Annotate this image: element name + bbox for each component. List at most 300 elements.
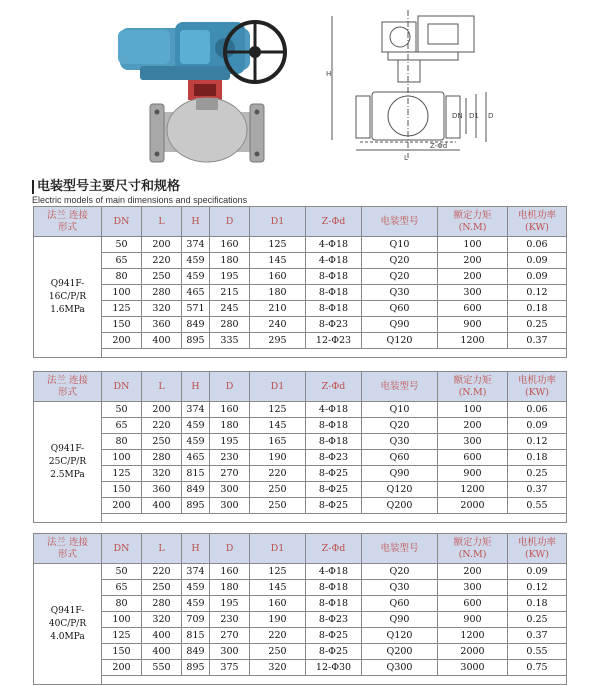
- table-cell: 8-Φ18: [306, 580, 362, 596]
- header-l-line: L: [158, 542, 165, 554]
- table-cell: 4-Φ18: [306, 237, 362, 253]
- table-row: [34, 660, 567, 676]
- table-cell: 600: [438, 596, 508, 612]
- table-cell: 125: [102, 466, 142, 482]
- dim-label-d1: D1: [469, 112, 479, 120]
- table-cell: 280: [210, 317, 250, 333]
- header-d-line: D: [225, 215, 234, 227]
- table-cell: 250: [142, 580, 182, 596]
- table-spacer-cell: [102, 514, 567, 523]
- spec-table-1: [33, 206, 567, 358]
- table-cell: Q30: [362, 580, 438, 596]
- table-row: [34, 498, 567, 514]
- table-cell: 200: [438, 418, 508, 434]
- table-cell: 0.18: [508, 596, 567, 612]
- table-cell: 160: [210, 237, 250, 253]
- table-spacer-row: [34, 514, 567, 523]
- header-rated-torque: [438, 372, 508, 402]
- table-cell: 550: [142, 660, 182, 676]
- table-cell: 360: [142, 482, 182, 498]
- table-cell: 280: [142, 596, 182, 612]
- table-cell: Q200: [362, 498, 438, 514]
- header-d: [210, 534, 250, 564]
- table-row: [34, 482, 567, 498]
- table-cell: Q20: [362, 253, 438, 269]
- header-bolts-line: Z-Φd: [321, 380, 346, 392]
- header-dn-line: DN: [113, 215, 130, 227]
- table-cell: 270: [210, 628, 250, 644]
- table-cell: 200: [142, 402, 182, 418]
- table-cell: 12-Φ30: [306, 660, 362, 676]
- table-cell: 465: [182, 450, 210, 466]
- table-row: [34, 466, 567, 482]
- header-h-line: H: [191, 215, 200, 227]
- valve-figures: [0, 0, 600, 178]
- table-cell: 125: [250, 564, 306, 580]
- table-cell: 150: [102, 317, 142, 333]
- model-group-line: Q941F-: [50, 605, 85, 616]
- table-cell: Q120: [362, 628, 438, 644]
- table-cell: Q20: [362, 418, 438, 434]
- table-row: [34, 301, 567, 317]
- table-cell: 160: [210, 564, 250, 580]
- table-cell: 100: [438, 402, 508, 418]
- table-row: [34, 402, 567, 418]
- table-cell: 280: [142, 450, 182, 466]
- table-row: [34, 612, 567, 628]
- table-cell: 50: [102, 564, 142, 580]
- header-bolts: [306, 534, 362, 564]
- table-cell: 8-Φ23: [306, 317, 362, 333]
- table-row: [34, 628, 567, 644]
- table-spacer-row: [34, 349, 567, 358]
- table-cell: Q200: [362, 644, 438, 660]
- table-cell: 195: [210, 434, 250, 450]
- table-cell: Q90: [362, 612, 438, 628]
- table-cell: 180: [210, 418, 250, 434]
- table-header-row: [34, 207, 567, 237]
- table-header-row: [34, 534, 567, 564]
- table-cell: 245: [210, 301, 250, 317]
- table-cell: Q10: [362, 237, 438, 253]
- header-bolts-line: Z-Φd: [321, 215, 346, 227]
- header-h: [182, 534, 210, 564]
- table-cell: 220: [250, 466, 306, 482]
- dim-label-l: L: [404, 154, 408, 162]
- table-cell: 0.09: [508, 564, 567, 580]
- header-actuator-model: [362, 372, 438, 402]
- header-rated-torque-line: 额定力矩: [453, 209, 492, 221]
- table-cell: 295: [250, 333, 306, 349]
- table-cell: 165: [250, 434, 306, 450]
- table-cell: 0.09: [508, 269, 567, 285]
- table-cell: 230: [210, 612, 250, 628]
- header-flange-type-label: 法兰 连接形式: [46, 536, 89, 560]
- table-cell: 8-Φ18: [306, 269, 362, 285]
- table-row: [34, 333, 567, 349]
- header-rated-torque-line: (N.M): [458, 386, 487, 398]
- header-h-line: H: [191, 380, 200, 392]
- header-dn: [102, 372, 142, 402]
- table-cell: 400: [142, 498, 182, 514]
- table-cell: Q120: [362, 482, 438, 498]
- model-group-line: 40C/P/R: [48, 618, 87, 629]
- table-row: [34, 564, 567, 580]
- table-row: [34, 269, 567, 285]
- table-cell: 0.12: [508, 285, 567, 301]
- table-cell: 190: [250, 450, 306, 466]
- table-cell: 320: [250, 660, 306, 676]
- header-rated-torque-line: (N.M): [458, 548, 487, 560]
- table-cell: 1200: [438, 482, 508, 498]
- table-row: [34, 418, 567, 434]
- table-cell: 895: [182, 660, 210, 676]
- header-dn: [102, 534, 142, 564]
- table-cell: 125: [250, 237, 306, 253]
- table-cell: 300: [210, 482, 250, 498]
- product-illustration: [0, 0, 600, 178]
- table-cell: 320: [142, 466, 182, 482]
- table-cell: Q90: [362, 317, 438, 333]
- header-dn-line: DN: [113, 542, 130, 554]
- header-d: [210, 207, 250, 237]
- header-d1: [250, 207, 306, 237]
- table-cell: 50: [102, 237, 142, 253]
- table-cell: 220: [142, 418, 182, 434]
- table-cell: 1200: [438, 333, 508, 349]
- table-cell: 8-Φ23: [306, 612, 362, 628]
- table-row: [34, 596, 567, 612]
- table-cell: 600: [438, 450, 508, 466]
- table-cell: 0.25: [508, 317, 567, 333]
- table-cell: 220: [142, 564, 182, 580]
- header-motor-power-line: 电机功率: [517, 536, 556, 548]
- table-cell: 145: [250, 253, 306, 269]
- table-cell: 100: [102, 612, 142, 628]
- table-cell: 280: [142, 285, 182, 301]
- header-motor-power-line: (KW): [525, 221, 549, 233]
- table-cell: 1200: [438, 628, 508, 644]
- spec-table-2: [33, 371, 567, 523]
- table-cell: 65: [102, 580, 142, 596]
- table-cell: 0.12: [508, 434, 567, 450]
- header-rated-torque-line: (N.M): [458, 221, 487, 233]
- table-cell: 0.37: [508, 482, 567, 498]
- table-cell: 571: [182, 301, 210, 317]
- header-motor-power-line: (KW): [525, 386, 549, 398]
- table-cell: 50: [102, 402, 142, 418]
- table-cell: 465: [182, 285, 210, 301]
- table-cell: 0.55: [508, 498, 567, 514]
- table-cell: Q120: [362, 333, 438, 349]
- table-cell: 125: [102, 301, 142, 317]
- header-d1-line: D1: [270, 542, 285, 554]
- table-cell: 195: [210, 596, 250, 612]
- table-cell: 375: [210, 660, 250, 676]
- table-cell: 2000: [438, 498, 508, 514]
- table-cell: 180: [210, 253, 250, 269]
- table-row: [34, 450, 567, 466]
- table-cell: 335: [210, 333, 250, 349]
- table-cell: 400: [142, 628, 182, 644]
- table-cell: 80: [102, 269, 142, 285]
- table-cell: 250: [250, 482, 306, 498]
- table-cell: 200: [102, 660, 142, 676]
- table-cell: 230: [210, 450, 250, 466]
- section-title: 电装型号主要尺寸和规格: [32, 180, 180, 194]
- dim-label-h: H: [326, 70, 332, 78]
- table-cell: 8-Φ25: [306, 498, 362, 514]
- table-cell: 0.75: [508, 660, 567, 676]
- table-cell: 0.06: [508, 237, 567, 253]
- table-cell: 459: [182, 434, 210, 450]
- header-rated-torque: [438, 534, 508, 564]
- header-motor-power: [508, 207, 567, 237]
- table-cell: 200: [102, 333, 142, 349]
- model-group-line: 1.6MPa: [50, 304, 85, 315]
- table-cell: 8-Φ25: [306, 482, 362, 498]
- table-row: [34, 644, 567, 660]
- header-l-line: L: [158, 215, 165, 227]
- header-flange-type: [34, 534, 102, 564]
- table-cell: 709: [182, 612, 210, 628]
- header-dn: [102, 207, 142, 237]
- table-cell: 195: [210, 269, 250, 285]
- table-cell: 8-Φ18: [306, 418, 362, 434]
- table-cell: 300: [438, 434, 508, 450]
- table-cell: 80: [102, 434, 142, 450]
- model-group-cell: [34, 402, 102, 523]
- spec-table-3: [33, 533, 567, 685]
- table-cell: 240: [250, 317, 306, 333]
- table-cell: 270: [210, 466, 250, 482]
- table-cell: 849: [182, 482, 210, 498]
- table-header-row: [34, 372, 567, 402]
- table-cell: 3000: [438, 660, 508, 676]
- table-cell: 900: [438, 317, 508, 333]
- table-cell: Q30: [362, 434, 438, 450]
- table-row: [34, 237, 567, 253]
- header-motor-power: [508, 534, 567, 564]
- table-cell: 200: [438, 253, 508, 269]
- table-row: [34, 285, 567, 301]
- header-bolts: [306, 207, 362, 237]
- header-bolts: [306, 372, 362, 402]
- table-cell: 220: [142, 253, 182, 269]
- table-cell: 374: [182, 237, 210, 253]
- table-cell: 0.55: [508, 644, 567, 660]
- header-flange-type: [34, 207, 102, 237]
- table-cell: 250: [142, 269, 182, 285]
- header-bolts-line: Z-Φd: [321, 542, 346, 554]
- table-cell: 200: [438, 269, 508, 285]
- header-motor-power-line: 电机功率: [517, 374, 556, 386]
- table-cell: 0.25: [508, 466, 567, 482]
- table-cell: 459: [182, 580, 210, 596]
- table-cell: 8-Φ25: [306, 466, 362, 482]
- table-cell: 150: [102, 482, 142, 498]
- header-dn-line: DN: [113, 380, 130, 392]
- table-cell: 8-Φ25: [306, 644, 362, 660]
- table-cell: 815: [182, 466, 210, 482]
- model-group-line: Q941F-: [50, 443, 85, 454]
- table-cell: 320: [142, 301, 182, 317]
- table-cell: 0.18: [508, 450, 567, 466]
- dimension-drawing: [332, 10, 486, 158]
- table-cell: 145: [250, 580, 306, 596]
- header-flange-type-label: 法兰 连接形式: [46, 374, 89, 398]
- header-rated-torque-line: 额定力矩: [453, 536, 492, 548]
- table-cell: 400: [142, 333, 182, 349]
- table-cell: Q60: [362, 596, 438, 612]
- table-cell: 2000: [438, 644, 508, 660]
- header-l: [142, 534, 182, 564]
- section-subtitle: Electric models of main dimensions and specifications: [32, 195, 248, 205]
- table-cell: 849: [182, 317, 210, 333]
- table-cell: Q10: [362, 402, 438, 418]
- model-group-cell: [34, 237, 102, 358]
- header-l: [142, 207, 182, 237]
- table-cell: 160: [250, 269, 306, 285]
- header-motor-power: [508, 372, 567, 402]
- table-cell: 300: [210, 498, 250, 514]
- table-cell: 8-Φ25: [306, 628, 362, 644]
- table-cell: 220: [250, 628, 306, 644]
- table-cell: 895: [182, 333, 210, 349]
- table-row: [34, 580, 567, 596]
- table-cell: Q30: [362, 285, 438, 301]
- table-cell: 300: [438, 285, 508, 301]
- header-motor-power-line: (KW): [525, 548, 549, 560]
- header-l: [142, 372, 182, 402]
- table-cell: 459: [182, 253, 210, 269]
- table-cell: 459: [182, 596, 210, 612]
- header-motor-power-line: 电机功率: [517, 209, 556, 221]
- table-cell: 8-Φ18: [306, 596, 362, 612]
- table-cell: Q60: [362, 301, 438, 317]
- model-group-line: Q941F-: [50, 278, 85, 289]
- table-cell: 8-Φ18: [306, 301, 362, 317]
- header-flange-type-label: 法兰 连接形式: [46, 209, 89, 233]
- header-actuator-model-line: 电装型号: [380, 542, 419, 554]
- table-cell: 900: [438, 466, 508, 482]
- table-cell: 210: [250, 301, 306, 317]
- table-cell: 65: [102, 418, 142, 434]
- header-actuator-model-line: 电装型号: [380, 380, 419, 392]
- table-cell: 8-Φ23: [306, 450, 362, 466]
- header-d-line: D: [225, 380, 234, 392]
- header-d1-line: D1: [270, 215, 285, 227]
- header-actuator-model-line: 电装型号: [380, 215, 419, 227]
- table-cell: 12-Φ23: [306, 333, 362, 349]
- table-cell: 0.37: [508, 333, 567, 349]
- table-cell: 250: [250, 498, 306, 514]
- table-cell: 65: [102, 253, 142, 269]
- table-cell: 250: [250, 644, 306, 660]
- table-cell: 300: [438, 580, 508, 596]
- table-cell: 459: [182, 269, 210, 285]
- table-row: [34, 434, 567, 450]
- header-d1: [250, 534, 306, 564]
- table-spacer-cell: [102, 676, 567, 685]
- header-rated-torque-line: 额定力矩: [453, 374, 492, 386]
- table-cell: 215: [210, 285, 250, 301]
- table-cell: 100: [102, 285, 142, 301]
- table-cell: 190: [250, 612, 306, 628]
- table-cell: 4-Φ18: [306, 402, 362, 418]
- table-cell: 815: [182, 628, 210, 644]
- table-cell: Q300: [362, 660, 438, 676]
- table-cell: 180: [250, 285, 306, 301]
- table-cell: 459: [182, 418, 210, 434]
- table-cell: 600: [438, 301, 508, 317]
- model-group-line: 2.5MPa: [50, 469, 85, 480]
- table-cell: Q60: [362, 450, 438, 466]
- table-cell: 125: [102, 628, 142, 644]
- table-cell: 100: [102, 450, 142, 466]
- table-cell: Q20: [362, 269, 438, 285]
- table-cell: 0.06: [508, 402, 567, 418]
- table-cell: 0.18: [508, 301, 567, 317]
- table-spacer-row: [34, 676, 567, 685]
- header-actuator-model: [362, 207, 438, 237]
- header-d1: [250, 372, 306, 402]
- header-d: [210, 372, 250, 402]
- header-d-line: D: [225, 542, 234, 554]
- table-cell: 0.12: [508, 580, 567, 596]
- header-h: [182, 207, 210, 237]
- table-cell: 180: [210, 580, 250, 596]
- table-cell: Q90: [362, 466, 438, 482]
- model-group-line: 25C/P/R: [48, 456, 87, 467]
- table-cell: 0.09: [508, 253, 567, 269]
- header-rated-torque: [438, 207, 508, 237]
- table-cell: 849: [182, 644, 210, 660]
- header-d1-line: D1: [270, 380, 285, 392]
- dim-label-d: D: [488, 112, 494, 120]
- table-cell: 80: [102, 596, 142, 612]
- table-cell: Q20: [362, 564, 438, 580]
- header-actuator-model: [362, 534, 438, 564]
- table-cell: 895: [182, 498, 210, 514]
- table-row: [34, 317, 567, 333]
- table-cell: 374: [182, 402, 210, 418]
- table-cell: 0.09: [508, 418, 567, 434]
- table-cell: 374: [182, 564, 210, 580]
- table-cell: 4-Φ18: [306, 564, 362, 580]
- table-cell: 125: [250, 402, 306, 418]
- table-cell: 8-Φ18: [306, 285, 362, 301]
- table-cell: 0.37: [508, 628, 567, 644]
- header-h-line: H: [191, 542, 200, 554]
- table-cell: 200: [142, 237, 182, 253]
- table-cell: 8-Φ18: [306, 434, 362, 450]
- model-group-cell: [34, 564, 102, 685]
- model-group-line: 16C/P/R: [48, 291, 87, 302]
- table-cell: 160: [210, 402, 250, 418]
- valve-photo: [118, 22, 285, 162]
- table-cell: 200: [438, 564, 508, 580]
- table-cell: 250: [142, 434, 182, 450]
- table-cell: 360: [142, 317, 182, 333]
- table-cell: 320: [142, 612, 182, 628]
- table-row: [34, 253, 567, 269]
- table-cell: 4-Φ18: [306, 253, 362, 269]
- table-cell: 160: [250, 596, 306, 612]
- dim-label-dn: DN: [452, 112, 463, 120]
- table-cell: 100: [438, 237, 508, 253]
- model-group-line: 4.0MPa: [50, 631, 85, 642]
